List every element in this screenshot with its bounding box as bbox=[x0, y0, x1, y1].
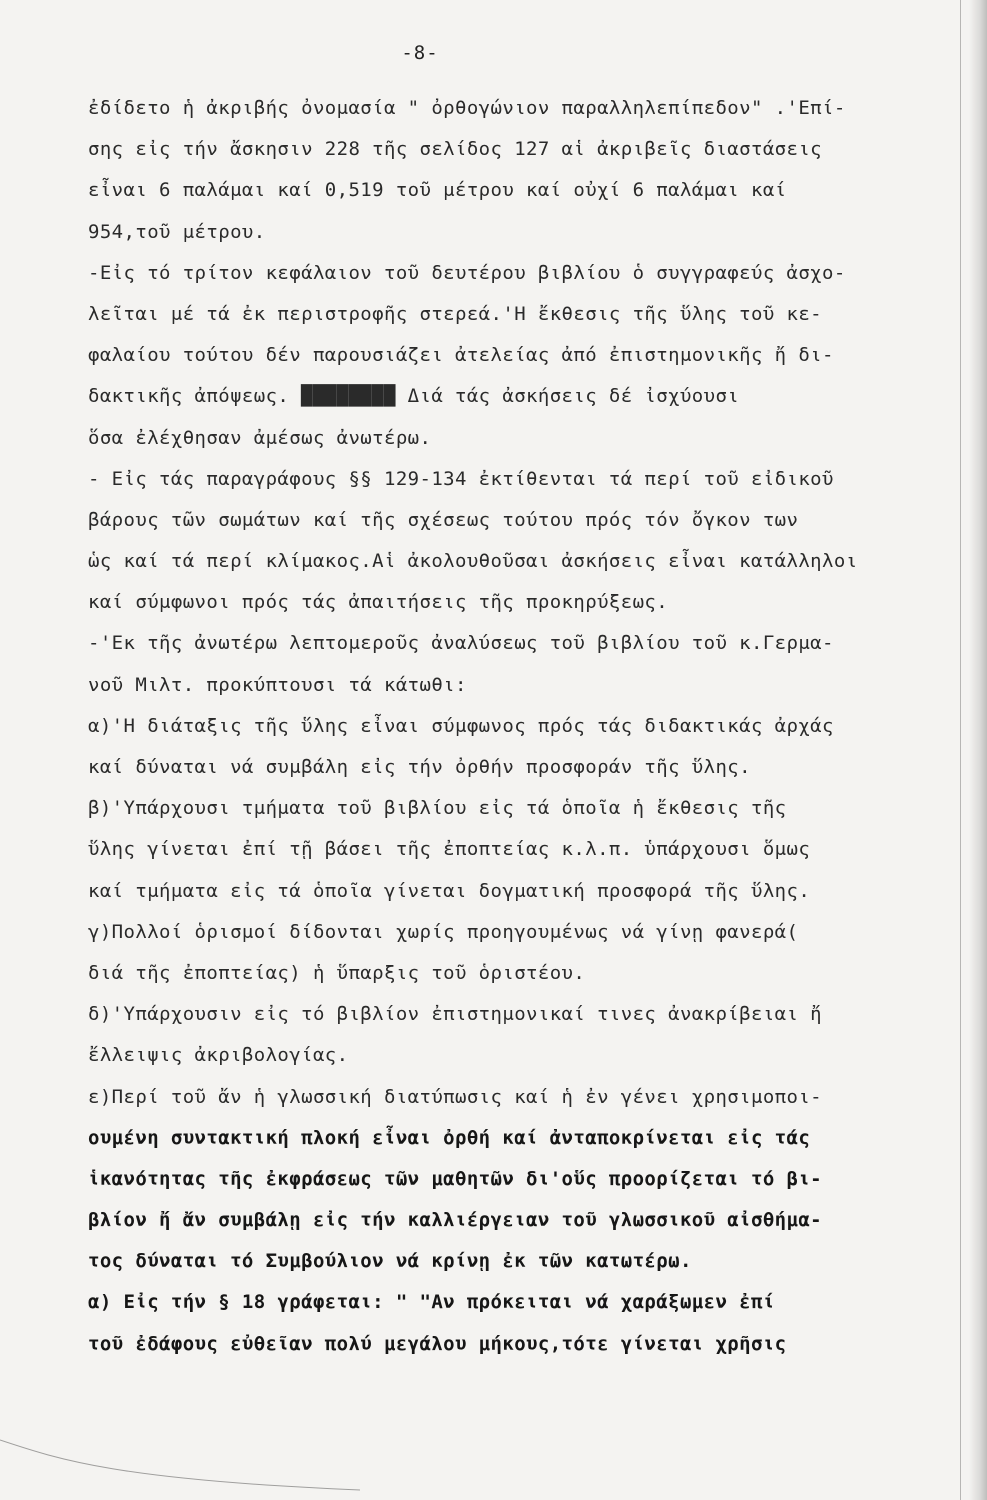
text-line: σης εἰς τήν ἄσκησιν 228 τῆς σελίδος 127 αἱ ἀκριβεῖς διαστάσεις bbox=[88, 138, 823, 161]
text-line: τος δύναται τό Συμβούλιον νά κρίνῃ ἐκ τῶν κατωτέρω. bbox=[88, 1250, 692, 1273]
text-line: ἔλλειψις ἀκριβολογίας. bbox=[88, 1044, 349, 1067]
text-line: α)'Η διάταξις τῆς ὕλης εἶναι σύμφωνος πρός τάς διδακτικάς ἀρχάς bbox=[88, 714, 834, 737]
text-line: 954,τοῦ μέτρου. bbox=[88, 220, 266, 243]
text-line: ουμένη συντακτική πλοκή εἶναι ὀρθή καί ἀνταποκρίνεται εἰς τάς bbox=[88, 1126, 811, 1149]
text-line: εἶναι 6 παλάμαι καί 0,519 τοῦ μέτρου καί οὐχί 6 παλάμαι καί bbox=[88, 179, 787, 202]
text-line: νοῦ Μιλτ. προκύπτουσι τά κάτωθι: bbox=[88, 673, 467, 696]
text-line: τοῦ ἐδάφους εὐθεῖαν πολύ μεγάλου μήκους,τότε γίνεται χρῆσις bbox=[88, 1332, 787, 1355]
text-line: λεῖται μέ τά ἐκ περιστροφῆς στερεά.'Η ἔκθεσις τῆς ὕλης τοῦ κε- bbox=[88, 302, 823, 325]
text-line: φαλαίου τούτου δέν παρουσιάζει ἀτελείας ἀπό ἐπιστημονικῆς ἤ δι- bbox=[88, 344, 834, 367]
typed-text-body bbox=[88, 88, 958, 1365]
text-line: καί τμήματα εἰς τά ὁποῖα γίνεται δογματική προσφορά τῆς ὕλης. bbox=[88, 879, 811, 902]
text-line: ὡς καί τά περί κλίμακος.Αἱ ἀκολουθοῦσαι ἀσκήσεις εἶναι κατάλληλοι bbox=[88, 550, 858, 573]
text-line: α) Εἰς τήν § 18 γράφεται: " "Αν πρόκειται νά χαράξωμεν ἐπί bbox=[88, 1291, 775, 1314]
text-line: διά τῆς ἐποπτείας) ἡ ὕπαρξις τοῦ ὁριστέου. bbox=[88, 961, 586, 984]
text-line: ἐδίδετο ἡ ἀκριβής ὀνομασία " ὀρθογώνιον παραλληλεπίπεδον" .'Επί- bbox=[88, 97, 846, 119]
text-line: γ)Πολλοί ὁρισμοί δίδονται χωρίς προηγουμένως νά γίνῃ φανερά( bbox=[88, 920, 799, 943]
text-line: - Εἰς τάς παραγράφους §§ 129-134 ἐκτίθενται τά περί τοῦ εἰδικοῦ bbox=[88, 467, 834, 490]
text-line: καί σύμφωνοι πρός τάς ἀπαιτήσεις τῆς προκηρύξεως. bbox=[88, 591, 669, 614]
text-line: ἱκανότητας τῆς ἐκφράσεως τῶν μαθητῶν δι'οὕς προορίζεται τό βι- bbox=[88, 1167, 823, 1190]
page-edge-shadow bbox=[969, 0, 987, 1500]
text-line: β)'Υπάρχουσι τμήματα τοῦ βιβλίου εἰς τά ὁποῖα ἡ ἔκθεσις τῆς bbox=[88, 797, 787, 820]
text-line: βάρους τῶν σωμάτων καί τῆς σχέσεως τούτου πρός τόν ὄγκον των bbox=[88, 508, 799, 531]
text-line: ὅσα ἐλέχθησαν ἀμέσως ἀνωτέρω. bbox=[88, 426, 432, 449]
page-fold-curve bbox=[0, 1380, 360, 1500]
text-line: -Εἰς τό τρίτον κεφάλαιον τοῦ δευτέρου βιβλίου ὁ συγγραφεύς ἀσχο- bbox=[88, 261, 846, 284]
page-number: -8- bbox=[401, 42, 439, 64]
text-line: καί δύναται νά συμβάλη εἰς τήν ὀρθήν προσφοράν τῆς ὕλης. bbox=[88, 756, 751, 778]
text-line: δακτικῆς ἀπόψεως. ████████ Διά τάς ἀσκήσεις δέ ἰσχύουσι bbox=[88, 385, 740, 408]
text-line: -'Εκ τῆς ἀνωτέρω λεπτομεροῦς ἀναλύσεως τοῦ βιβλίου τοῦ κ.Γερμα- bbox=[88, 632, 834, 655]
text-line: βλίον ἤ ἄν συμβάλῃ εἰς τήν καλλιέργειαν τοῦ γλωσσικοῦ αἰσθήμα- bbox=[88, 1209, 823, 1232]
text-line: ὕλης γίνεται ἐπί τῇ βάσει τῆς ἐποπτείας κ.λ.π. ὑπάρχουσι ὅμως bbox=[88, 838, 811, 861]
text-line: ε)Περί τοῦ ἄν ἡ γλωσσική διατύπωσις καί ἡ ἐν γένει χρησιμοποι- bbox=[88, 1085, 823, 1108]
text-line: δ)'Υπάρχουσιν εἰς τό βιβλίον ἐπιστημονικαί τινες ἀνακρίβειαι ἤ bbox=[88, 1003, 823, 1026]
page-edge-line bbox=[960, 0, 961, 1500]
